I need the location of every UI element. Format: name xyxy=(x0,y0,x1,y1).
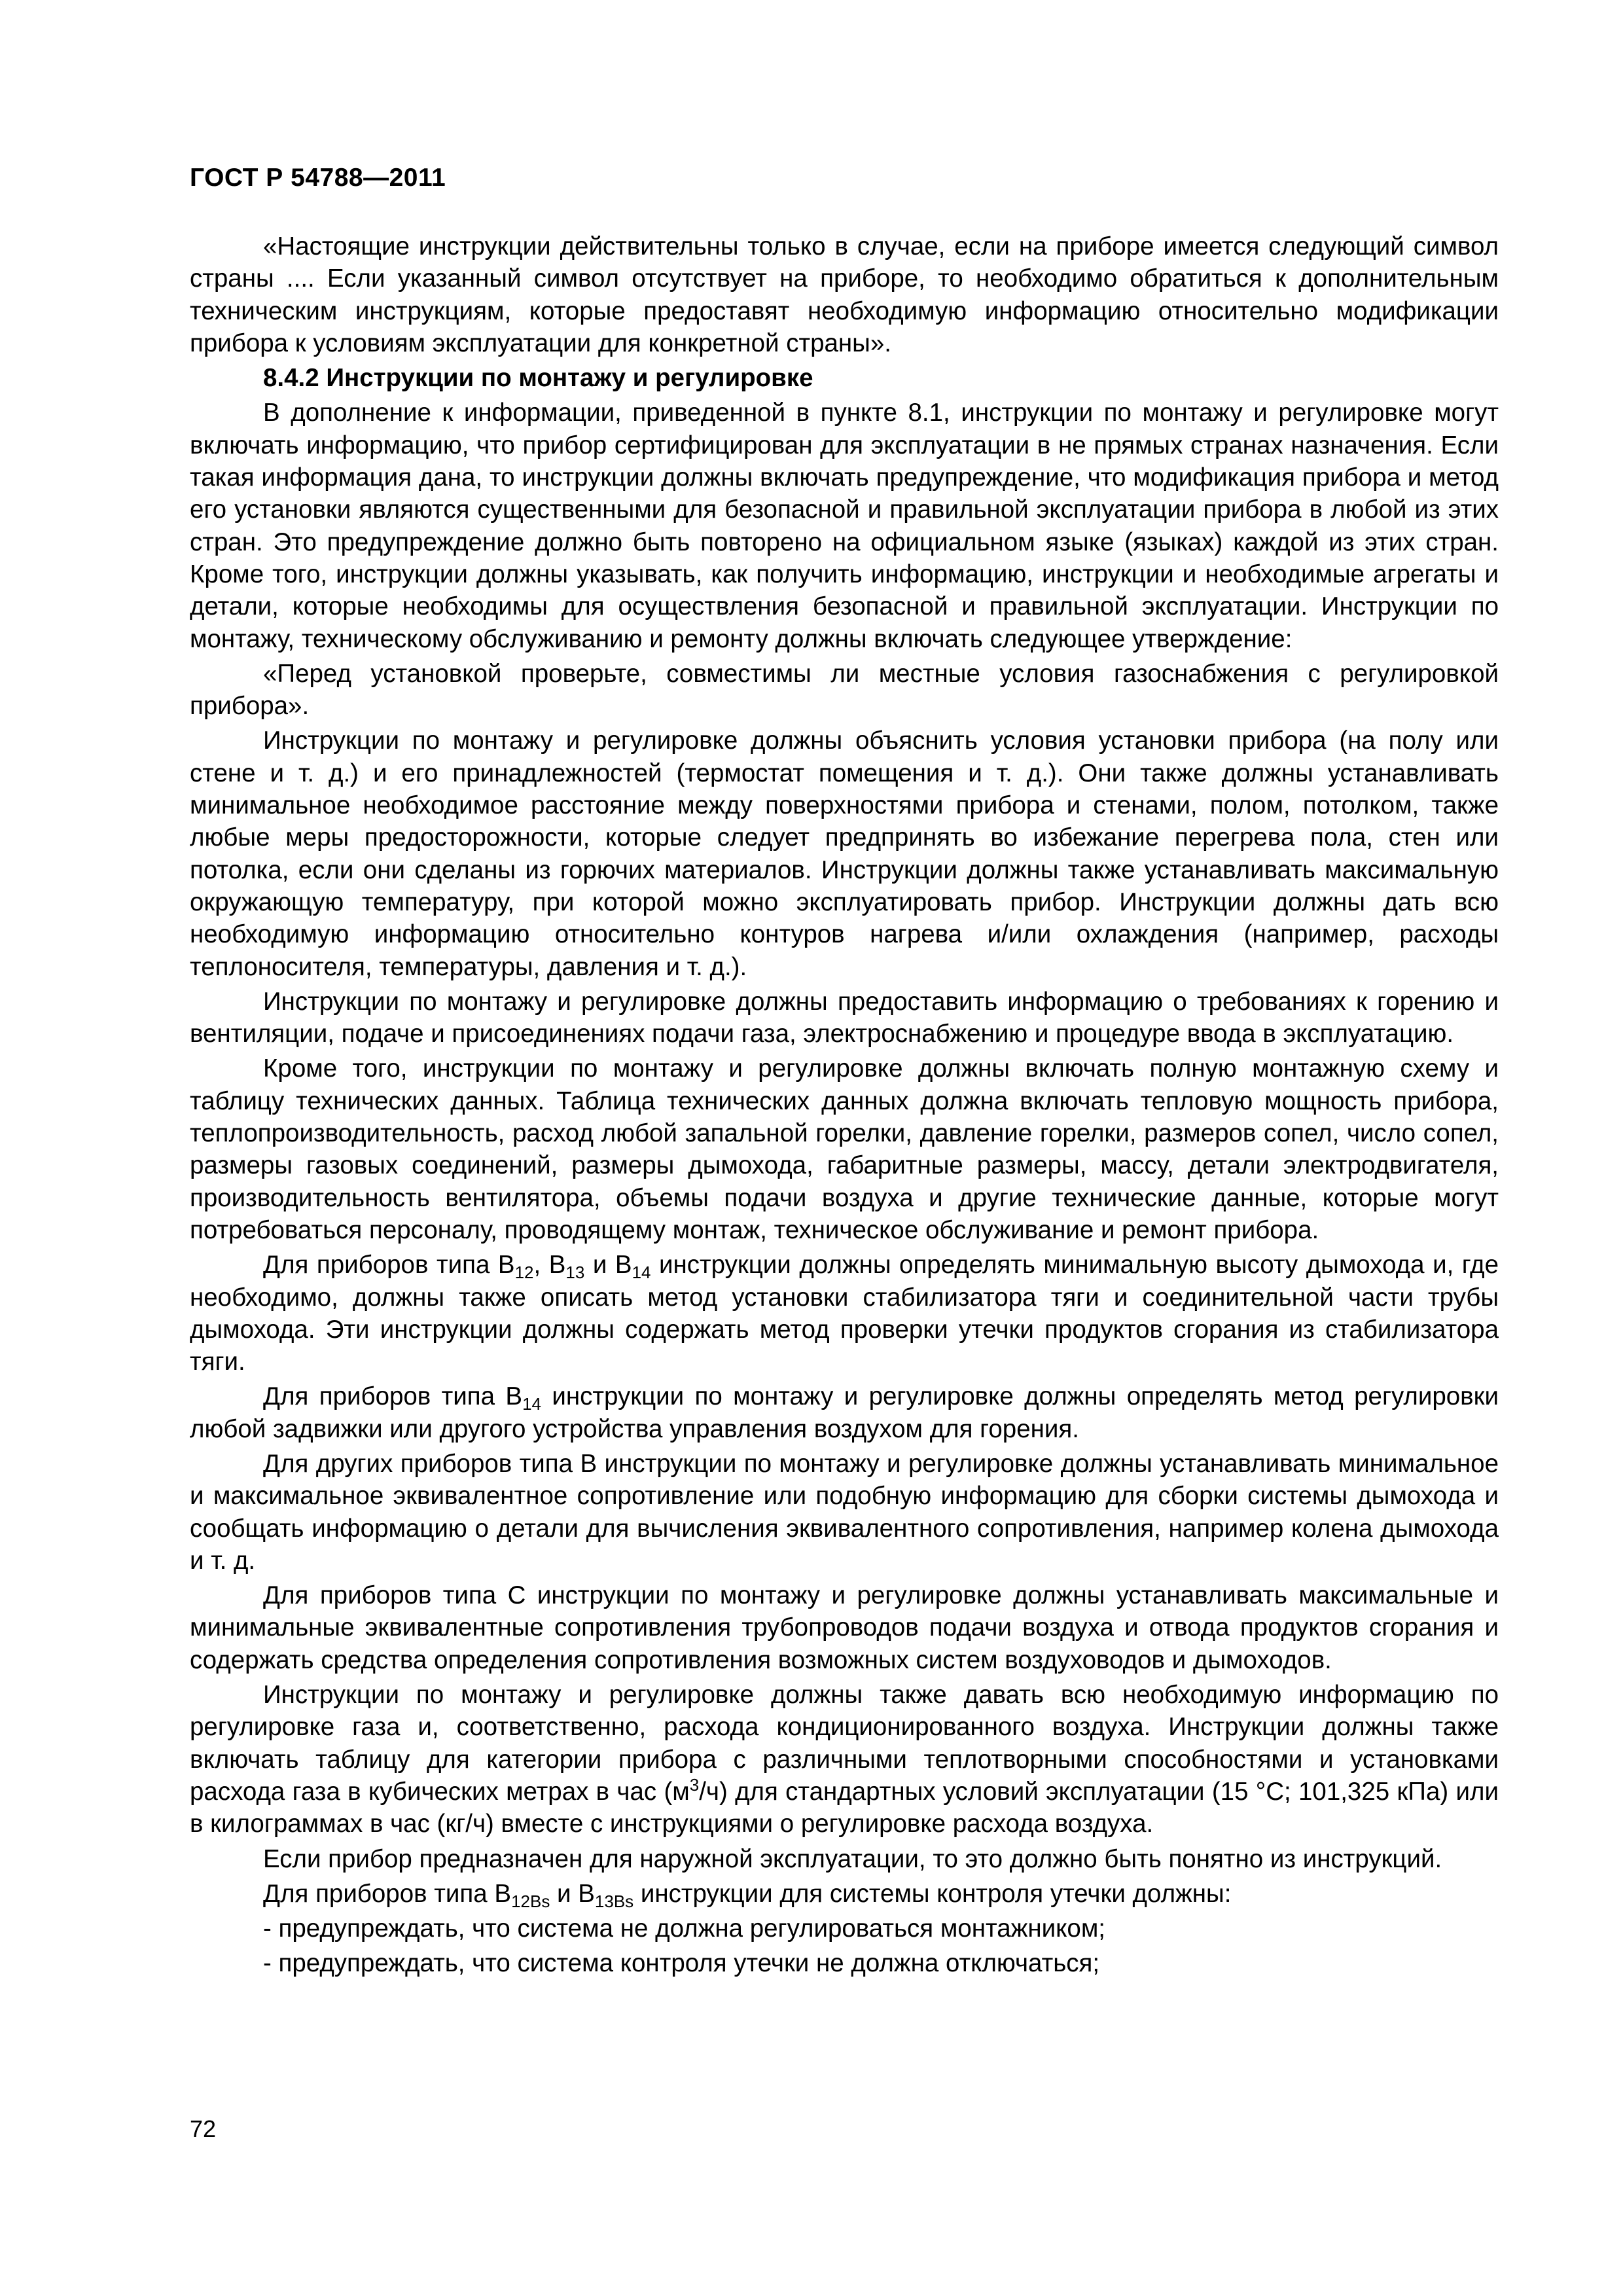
paragraph xyxy=(190,1249,1499,1378)
section-title: 8.4.2 Инструкции по монтажу и регулировке xyxy=(263,364,813,393)
subscript: 14 xyxy=(632,1263,651,1283)
text-run: инструкции по монтажу и регулировке должны определять метод регулировки любой задвижки или другого устройства управления воздухом для горения. xyxy=(190,1382,1499,1443)
paragraph: Если прибор предназначен для наружной эксплуатации, то это должно быть понятно из инструкций. xyxy=(263,1844,1442,1873)
paragraph: Для приборов типа C инструкции по монтажу и регулировке должны устанавливать максимальные и минимальные эквивалентные сопротивления трубопроводов подачи воздуха и отвода продуктов сгорания и содержать средства определения сопротивления возможных систем воздуховодов и дымоходов. xyxy=(190,1581,1499,1674)
list-item: - предупреждать, что система контроля утечки не должна отключаться; xyxy=(263,1949,1100,1978)
paragraph: Кроме того, инструкции по монтажу и регулировке должны включать полную монтажную схему и таблицу технических данных. Таблица технических данных должна включать тепловую мощность прибора, теплопроизводительность, расход любой запальной горелки, давление горелки, размеров сопел, число сопел, размеры газовых соединений, размеры дымохода, габаритные размеры, массу, детали электродвигателя, производительность вентилятора, объемы подачи воздуха и другие технические данные, которые могут потребоваться персоналу, проводящему монтаж, техническое обслуживание и ремонт прибора. xyxy=(190,1054,1499,1244)
text-run: Для приборов типа B xyxy=(263,1382,523,1411)
text-run: Для приборов типа B xyxy=(263,1251,515,1280)
text-run: /ч) для стандартных условий эксплуатации (15 °C; 101,325 кПа) или в килограммах в час (кг/ч) вместе с инструкциями о регулировке расхода воздуха. xyxy=(190,1777,1499,1839)
document-page xyxy=(190,0,1499,2296)
document-header: ГОСТ Р 54788—2011 xyxy=(190,164,446,192)
text-run: инструкции для системы контроля утечки должны: xyxy=(633,1879,1232,1908)
paragraph: Инструкции по монтажу и регулировке должны объяснить условия установки прибора (на полу или стене и т. д.) и его принадлежностей (термостат помещения и т. д.). Они также должны устанавливать минимальное необходимое расстояние между поверхностями прибора и стенами, полом, потолком, также любые меры предосторожности, которые следует предпринять во избежание перегрева пола, стен или потолка, если они сделаны из горючих материалов. Инструкции должны также устанавливать максимальную окружающую температуру, при которой можно эксплуатировать прибор. Инструкции должны дать всю необходимую информацию относительно контуров нагрева и/или охлаждения (например, расходы теплоносителя, температуры, давления и т. д.). xyxy=(190,726,1499,981)
superscript: 3 xyxy=(689,1774,700,1795)
paragraph xyxy=(190,1679,1499,1840)
subscript: 14 xyxy=(522,1394,541,1414)
subscript: 13Bs xyxy=(594,1891,634,1911)
paragraph: В дополнение к информации, приведенной в пункте 8.1, инструкции по монтажу и регулировке могут включать информацию, что прибор сертифицирован для эксплуатации в не прямых странах назначения. Если такая информация дана, то инструкции должны включать предупреждение, что модификация прибора и метод его установки являются существенными для безопасной и правильной эксплуатации прибора в любой из этих стран. Это предупреждение должно быть повторено на официальном языке (языках) каждой из этих стран. Кроме того, инструкции должны указывать, как получить информацию, инструкции и необходимые агрегаты и детали, которые необходимы для осуществления безопасной и правильной эксплуатации. Инструкции по монтажу, техническому обслуживанию и ремонту должны включать следующее утверждение: xyxy=(190,399,1499,653)
paragraph xyxy=(190,1380,1499,1445)
subscript: 12 xyxy=(514,1263,534,1283)
text-run: Инструкции по монтажу и регулировке должны также давать всю необходимую информацию по регулировке газа и, соответственно, расхода кондиционированного воздуха. Инструкции должны также включать таблицу для категории прибора с различными теплотворными способностями и установками расхода газа в кубических метрах в час (м xyxy=(190,1681,1499,1806)
text-run: , B xyxy=(533,1251,566,1280)
paragraph xyxy=(190,1878,1499,1910)
text-run: инструкции должны определять минимальную высоту дымохода и, где необходимо, должны также описать метод установки стабилизатора тяги и соединительной части трубы дымохода. Эти инструкции должны содержать метод проверки утечки продуктов сгорания из стабилизатора тяги. xyxy=(190,1251,1499,1376)
paragraph: Инструкции по монтажу и регулировке должны предоставить информацию о требованиях к горению и вентиляции, подаче и присоединениях подачи газа, электроснабжению и процедуре ввода в эксплуатацию. xyxy=(190,987,1499,1049)
paragraph: Для других приборов типа B инструкции по монтажу и регулировке должны устанавливать минимальное и максимальное эквивалентное сопротивление или подобную информацию для сборки системы дымохода и сообщать информацию о детали для вычисления эквивалентного сопротивления, например колена дымохода и т. д. xyxy=(190,1449,1499,1575)
document-body xyxy=(190,230,1499,1982)
list-item: - предупреждать, что система не должна регулироваться монтажником; xyxy=(263,1914,1105,1943)
subscript: 13 xyxy=(565,1263,585,1283)
text-run: и B xyxy=(550,1879,595,1908)
text-run: Для приборов типа B xyxy=(263,1879,512,1908)
subscript: 12Bs xyxy=(511,1891,550,1911)
text-run: и B xyxy=(584,1251,632,1280)
paragraph: «Перед установкой проверьте, совместимы ли местные условия газоснабжения с регулировкой прибора». xyxy=(190,659,1499,721)
page-number: 72 xyxy=(190,2115,217,2142)
paragraph: «Настоящие инструкции действительны только в случае, если на приборе имеется следующий символ страны .... Если указанный символ отсутствует на приборе, то необходимо обратиться к дополнительным техническим инструкциям, которые предоставят необходимую информацию относительно модификации прибора к условиям эксплуатации для конкретной страны». xyxy=(190,232,1499,357)
